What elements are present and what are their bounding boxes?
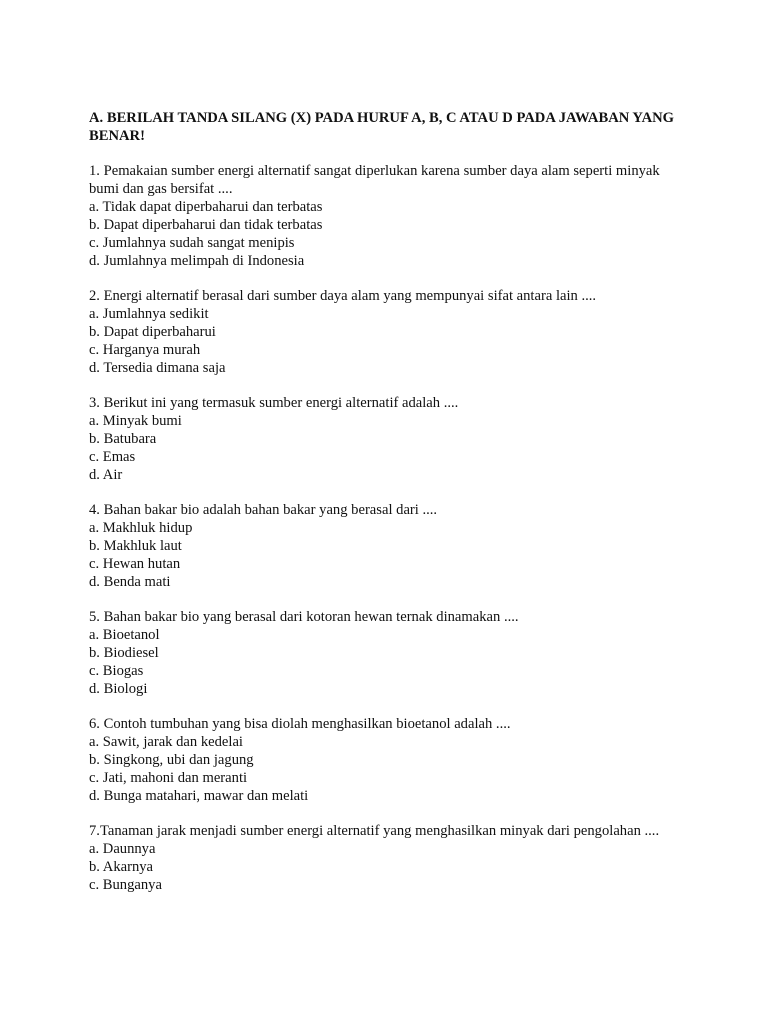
question-2 — [89, 288, 679, 378]
option-b: b. Dapat diperbaharui dan tidak terbatas — [89, 216, 323, 233]
option-b: b. Akarnya — [89, 859, 154, 875]
question-6 — [89, 716, 679, 806]
question-text: 5. Bahan bakar bio yang berasal dari kotoran hewan ternak dinamakan .... — [89, 609, 519, 626]
option-c: c. Bunganya — [89, 876, 162, 893]
option-b: b. Biodiesel — [89, 644, 159, 661]
option-b: b. Dapat diperbaharui — [89, 323, 216, 340]
question-text: 6. Contoh tumbuhan yang bisa diolah menghasilkan bioetanol adalah .... — [89, 716, 511, 733]
option-d: d. Benda mati — [89, 573, 171, 590]
option-a: a. Makhluk hidup — [89, 520, 193, 536]
question-text: 2. Energi alternatif berasal dari sumber daya alam yang mempunyai sifat antara lain .... — [89, 288, 597, 305]
option-d: d. Jumlahnya melimpah di Indonesia — [89, 252, 305, 269]
option-d: d. Air — [89, 466, 123, 483]
option-b: b. Makhluk laut — [89, 537, 182, 554]
option-c: c. Hewan hutan — [89, 555, 181, 572]
option-c: c. Harganya murah — [89, 341, 201, 358]
option-c: c. Jati, mahoni dan meranti — [89, 769, 248, 786]
worksheet-page — [89, 110, 679, 895]
option-a: a. Tidak dapat diperbaharui dan terbatas — [89, 198, 323, 215]
question-4 — [89, 502, 679, 592]
option-a: a. Minyak bumi — [89, 412, 182, 429]
option-c: c. Emas — [89, 448, 136, 465]
question-7 — [89, 823, 679, 895]
option-a: a. Sawit, jarak dan kedelai — [89, 734, 243, 751]
option-d: d. Biologi — [89, 680, 148, 697]
option-c: c. Jumlahnya sudah sangat menipis — [89, 234, 295, 251]
question-text: 3. Berikut ini yang termasuk sumber energi alternatif adalah .... — [89, 395, 459, 412]
option-c: c. Biogas — [89, 662, 144, 679]
option-d: d. Bunga matahari, mawar dan melati — [89, 787, 309, 804]
option-b: b. Batubara — [89, 430, 157, 447]
question-text: 1. Pemakaian sumber energi alternatif sangat diperlukan karena sumber daya alam seperti minyak bumi dan gas bersifat .... — [89, 163, 660, 197]
question-5 — [89, 609, 679, 699]
instruction-heading: A. BERILAH TANDA SILANG (X) PADA HURUF A, B, C ATAU D PADA JAWABAN YANG BENAR! — [89, 110, 675, 144]
option-a: a. Jumlahnya sedikit — [89, 305, 209, 322]
question-3 — [89, 395, 679, 485]
option-a: a. Bioetanol — [89, 627, 160, 644]
option-d: d. Tersedia dimana saja — [89, 359, 226, 376]
option-b: b. Singkong, ubi dan jagung — [89, 751, 254, 768]
option-a: a. Daunnya — [89, 841, 156, 858]
question-text: 4. Bahan bakar bio adalah bahan bakar yang berasal dari .... — [89, 502, 438, 519]
question-1 — [89, 163, 679, 270]
question-text: 7.Tanaman jarak menjadi sumber energi alternatif yang menghasilkan minyak dari pengolahan .... — [89, 823, 660, 840]
